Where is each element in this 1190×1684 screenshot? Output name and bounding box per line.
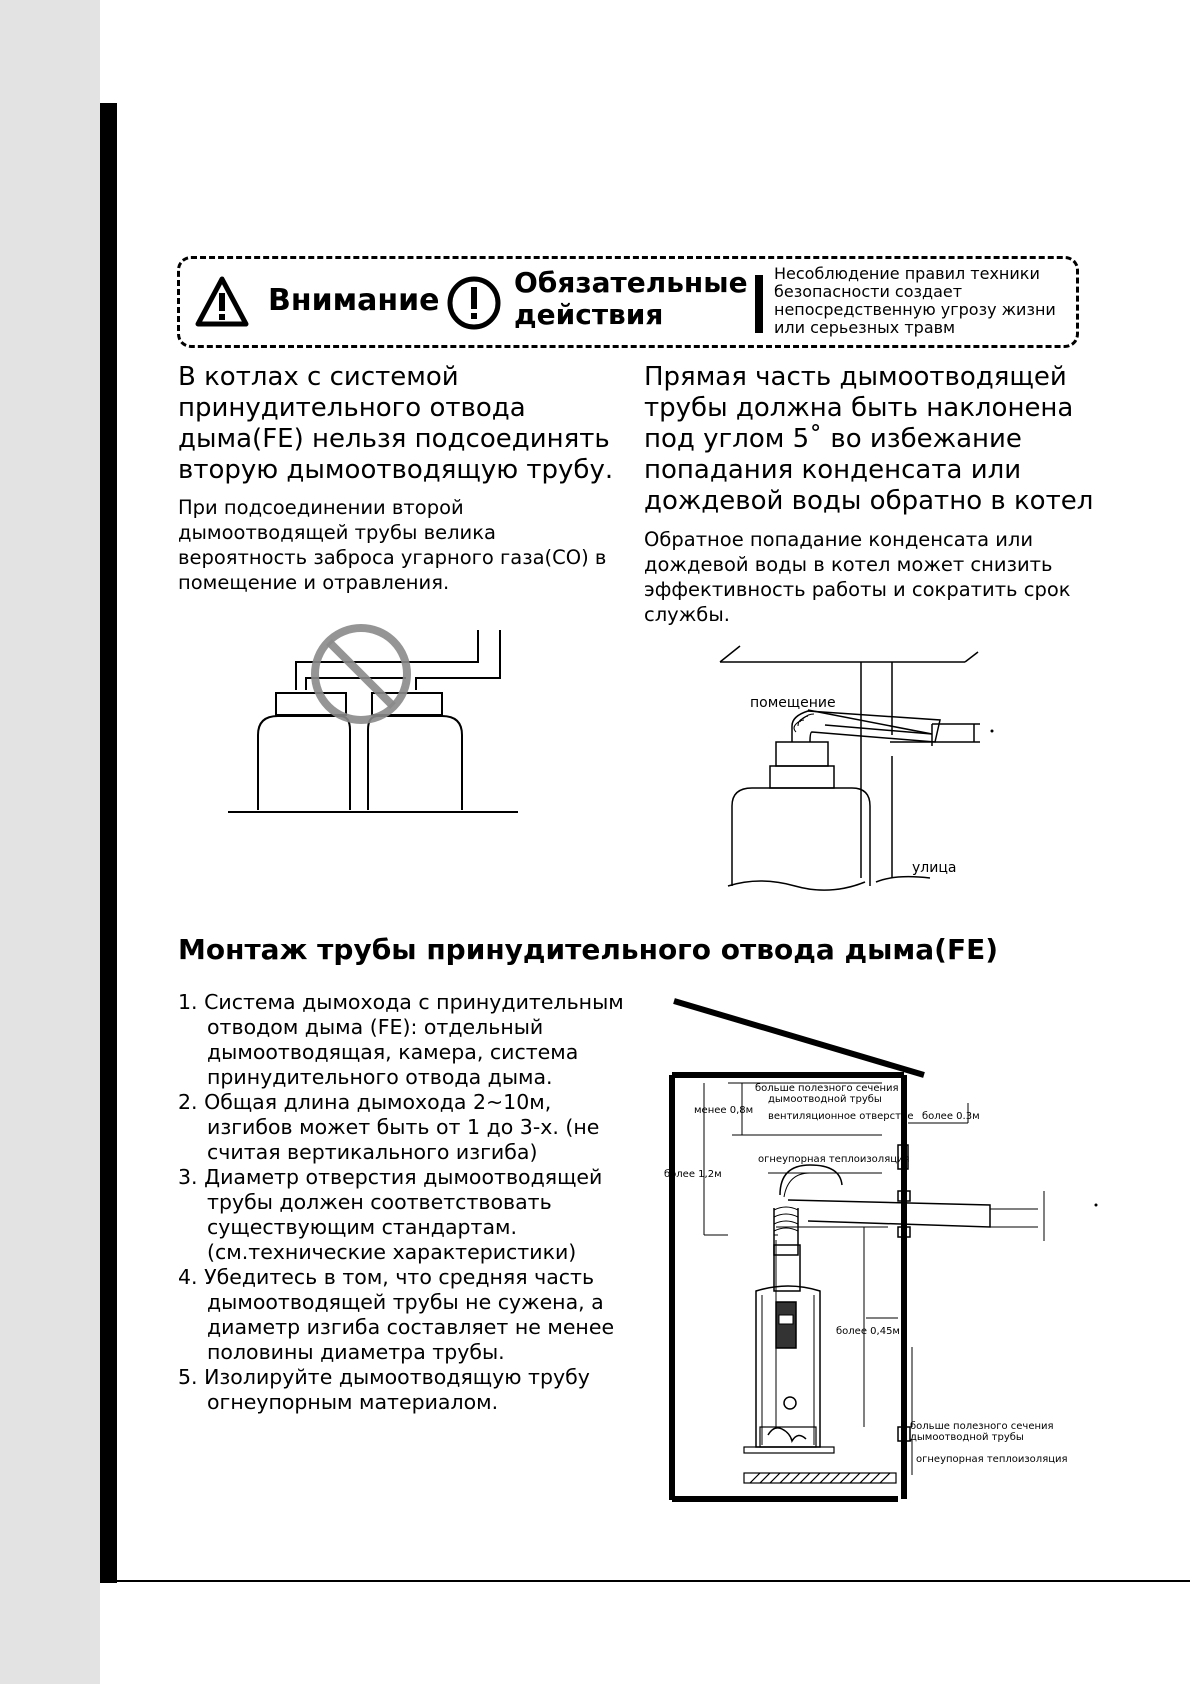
installation-title: Монтаж трубы принудительного отвода дыма(FE) bbox=[178, 933, 999, 966]
installation-step: 3. Диаметр отверстия дымоотводящей трубы должен соответствовать существующим стандартам. (см.технические характеристики) bbox=[178, 1165, 603, 1264]
label-min-08: менее 0,8м bbox=[694, 1105, 754, 1116]
label-section-bottom-2: дымоотводной трубы bbox=[910, 1432, 1024, 1443]
right-body: Обратное попадание конденсата или дождевой воды в котел может снизить эффективность работы и сократить срок службы. bbox=[644, 528, 1071, 626]
installation-step: 1. Система дымохода с принудительным отводом дыма (FE): отдельный дымоотводящая, камера, система принудительного отвода дыма. bbox=[178, 990, 624, 1089]
installation-step: 4. Убедитесь в том, что средняя часть дымоотводящей трубы не сужена, а диаметр изгиба составляет не менее половины диаметра трубы. bbox=[178, 1265, 615, 1364]
label-more-03: более 0.3м bbox=[922, 1111, 980, 1122]
page-bottom-rule bbox=[100, 1580, 1190, 1582]
label-section-top-2: дымоотводной трубы bbox=[768, 1094, 882, 1105]
mandatory-action-icon bbox=[446, 275, 502, 331]
label-insulation-bottom: огнеупорная теплоизоляция bbox=[916, 1454, 1068, 1465]
label-more-045: более 0,45м bbox=[836, 1326, 900, 1337]
right-heading: Прямая часть дымоотводящей трубы должна быть наклонена под углом 5˚ во избежание попадания конденсата или дождевой воды обратно в котел bbox=[644, 362, 1094, 516]
label-section-bottom-1: больше полезного сечения bbox=[910, 1421, 1054, 1432]
label-vent: вентиляционное отверстие bbox=[768, 1111, 914, 1122]
sloped-flue-diagram bbox=[700, 646, 1020, 896]
installation-steps bbox=[178, 990, 638, 1415]
mandatory-actions-label: Обязательные действия bbox=[514, 266, 748, 331]
safety-note: Несоблюдение правил техники безопасности создает непосредственную угрозу жизни или серьезных травм bbox=[774, 264, 1056, 337]
installation-step: 2. Общая длина дымохода 2~10м, изгибов может быть от 1 до 3-х. (не считая вертикального изгиба) bbox=[178, 1090, 600, 1164]
room-label: помещение bbox=[750, 695, 836, 711]
page-margin-bar bbox=[100, 103, 117, 1583]
page-side-strip bbox=[0, 0, 100, 1684]
left-heading: В котлах с системой принудительного отвода дыма(FE) нельзя подсоединять вторую дымоотводящую трубу. bbox=[178, 362, 614, 485]
warning-label: Внимание bbox=[268, 283, 440, 318]
banner-divider bbox=[755, 275, 763, 333]
fe-installation-diagram bbox=[664, 995, 1108, 1505]
installation-step: 5. Изолируйте дымоотводящую трубу огнеупорным материалом. bbox=[178, 1365, 590, 1414]
prohibited-double-flue-diagram bbox=[228, 630, 528, 820]
street-label: улица bbox=[912, 860, 957, 876]
label-section-top-1: больше полезного сечения bbox=[755, 1083, 899, 1094]
left-body: При подсоединении второй дымоотводящей трубы велика вероятность заброса угарного газа(CO) в помещение и отравления. bbox=[178, 496, 607, 594]
safety-banner bbox=[177, 256, 1079, 348]
warning-triangle-icon bbox=[196, 276, 248, 328]
label-more-12: более 1,2м bbox=[664, 1169, 722, 1180]
prohibited-sign-icon bbox=[315, 628, 407, 720]
label-insulation-top: огнеупорная теплоизоляция bbox=[758, 1154, 910, 1165]
